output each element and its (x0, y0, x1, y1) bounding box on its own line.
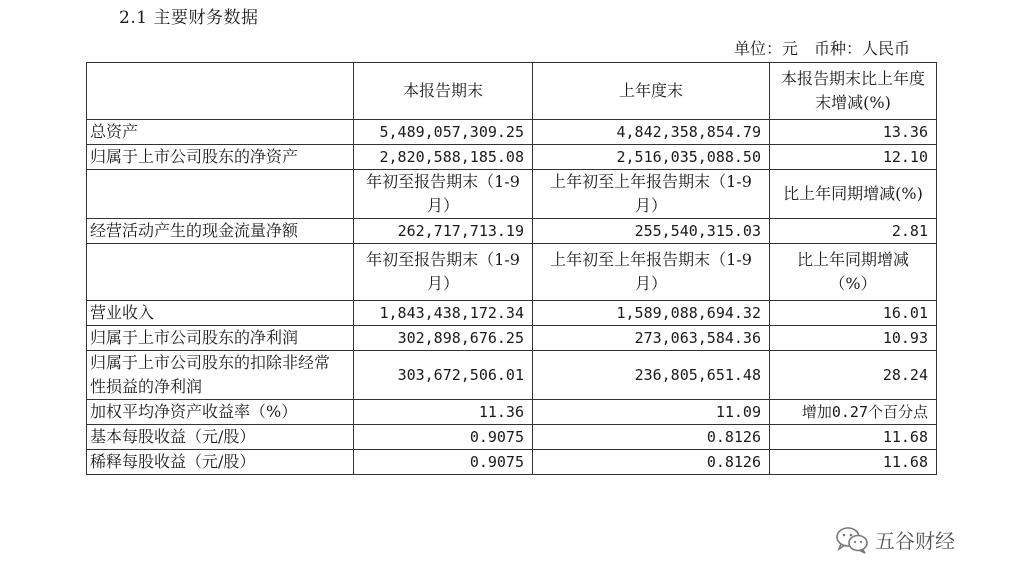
financial-data-table (86, 62, 937, 475)
cell-change: 2.81 (770, 219, 937, 244)
cell-prior: 236,805,651.48 (533, 351, 770, 400)
header-blank-cell (87, 244, 354, 301)
header-ytd-current: 年初至报告期末（1-9月） (354, 170, 533, 219)
row-label: 基本每股收益（元/股） (87, 425, 354, 450)
header-ytd-prior: 上年初至上年报告期末（1-9月） (533, 244, 770, 301)
cell-prior: 0.8126 (533, 425, 770, 450)
cell-prior: 255,540,315.03 (533, 219, 770, 244)
header-blank-cell (87, 63, 354, 120)
cell-change: 11.68 (770, 425, 937, 450)
cell-prior: 1,589,088,694.32 (533, 301, 770, 326)
cell-change: 13.36 (770, 120, 937, 145)
cell-change: 28.24 (770, 351, 937, 400)
unit-currency-note: 单位：元 币种：人民币 (733, 39, 910, 58)
cell-current: 2,820,588,185.08 (354, 145, 533, 170)
row-label: 加权平均净资产收益率（%） (87, 400, 354, 425)
header-blank-cell (87, 170, 354, 219)
cell-prior: 4,842,358,854.79 (533, 120, 770, 145)
cell-change: 12.10 (770, 145, 937, 170)
table-row (87, 219, 937, 244)
cell-prior: 0.8126 (533, 450, 770, 475)
table-row (87, 120, 937, 145)
row-label: 归属于上市公司股东的净利润 (87, 326, 354, 351)
cell-prior: 273,063,584.36 (533, 326, 770, 351)
cell-change: 增加0.27个百分点 (770, 400, 937, 425)
header-yoy-change: 比上年同期增减（%） (770, 244, 937, 301)
table-row (87, 400, 937, 425)
cell-prior: 2,516,035,088.50 (533, 145, 770, 170)
row-label: 总资产 (87, 120, 354, 145)
header-change-pct: 本报告期末比上年度末增减(%) (770, 63, 937, 120)
cell-current: 1,843,438,172.34 (354, 301, 533, 326)
header-yoy-change: 比上年同期增减(%) (770, 170, 937, 219)
cell-current: 262,717,713.19 (354, 219, 533, 244)
cell-current: 11.36 (354, 400, 533, 425)
cell-current: 5,489,057,309.25 (354, 120, 533, 145)
row-label: 归属于上市公司股东的扣除非经常性损益的净利润 (87, 351, 354, 400)
row-label: 经营活动产生的现金流量净额 (87, 219, 354, 244)
row-label: 营业收入 (87, 301, 354, 326)
cell-current: 303,672,506.01 (354, 351, 533, 400)
table-row (87, 326, 937, 351)
table-row (87, 145, 937, 170)
cell-change: 16.01 (770, 301, 937, 326)
header-row-ytd (87, 244, 937, 301)
header-row-ytd (87, 170, 937, 219)
cell-current: 0.9075 (354, 425, 533, 450)
row-label: 归属于上市公司股东的净资产 (87, 145, 354, 170)
table-row (87, 301, 937, 326)
cell-current: 0.9075 (354, 450, 533, 475)
table-row (87, 351, 937, 400)
header-current-period: 本报告期末 (354, 63, 533, 120)
cell-current: 302,898,676.25 (354, 326, 533, 351)
row-label: 稀释每股收益（元/股） (87, 450, 354, 475)
cell-change: 11.68 (770, 450, 937, 475)
header-ytd-prior: 上年初至上年报告期末（1-9月） (533, 170, 770, 219)
watermark-text: 五谷财经 (875, 529, 955, 553)
wechat-bubble-icon (835, 526, 869, 554)
header-ytd-current: 年初至报告期末（1-9月） (354, 244, 533, 301)
table-row (87, 450, 937, 475)
header-row-period (87, 63, 937, 120)
header-prior-year-end: 上年度末 (533, 63, 770, 120)
watermark (835, 525, 955, 554)
table-row (87, 425, 937, 450)
cell-change: 10.93 (770, 326, 937, 351)
section-title: 2.1 主要财务数据 (119, 8, 259, 28)
cell-prior: 11.09 (533, 400, 770, 425)
